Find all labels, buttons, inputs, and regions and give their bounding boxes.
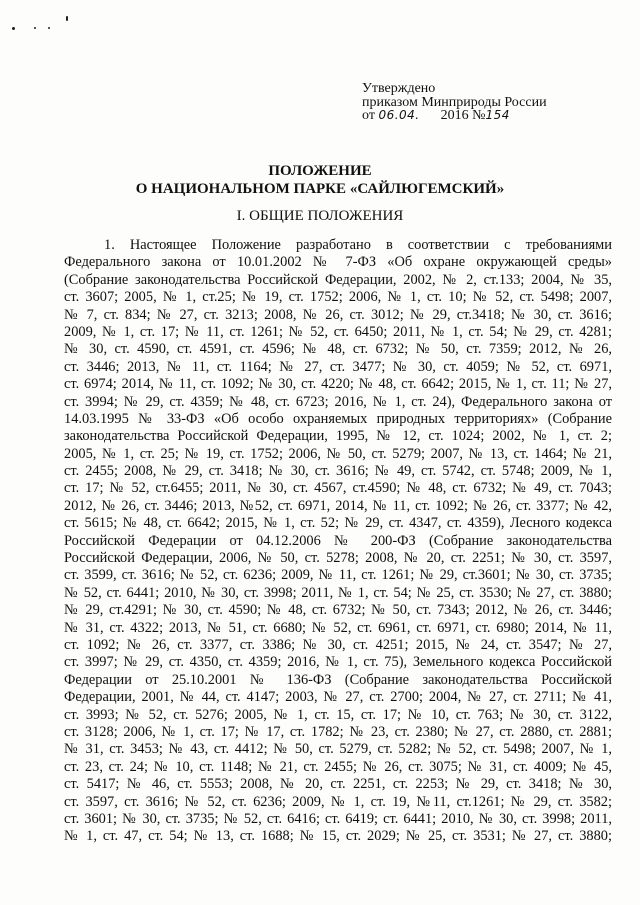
body-text-line: ст. 3597, ст. 3616; № 52, ст. 6236; 2009, № 1, ст. 19, №11, ст.1261; № 29, ст. 3582; [64,793,612,810]
body-text-line: ст. 3601; № 30, ст. 3735; № 52, ст. 6416; ст. 6419; ст. 6441; 2010, № 30, ст. 3998; 2011, [64,810,612,827]
approval-year: 2016 [440,108,469,123]
body-text-line: Российской Федерации, 2006, № 50, ст. 5278; 2008, № 20, ст. 2251; № 30, ст. 3597, [64,550,612,567]
body-text-line: ст. 3446; 2013, № 11, ст. 1164; № 27, ст. 3477; № 30, ст. 4059; № 52, ст. 6971, [64,358,612,375]
body-text-line: № 29, ст.4291; № 30, ст. 4590; № 48, ст. 6732; № 50, ст. 7343; 2012, № 26, ст. 3446; [64,602,612,619]
body-text-line: ст. 3993; № 52, ст. 5276; 2005, № 1, ст. 15, ст. 17; № 10, ст. 763; № 30, ст. 3122, [64,706,612,723]
section-heading: I. ОБЩИЕ ПОЛОЖЕНИЯ [236,208,404,224]
body-text-line: ст. 1092; № 26, ст. 3377, ст. 3386; № 30, ст. 4251; 2015, № 24, ст. 3547; № 27, [64,636,612,653]
body-text-line: ст. 3997; № 29, ст. 4350, ст. 4359; 2016, № 1, ст. 75), Земельного кодекса Российской [64,654,612,671]
approval-number-sign: № [472,108,486,123]
approval-stamp [362,82,602,123]
body-text-line: ст. 3607; 2005, № 1, ст.25; № 19, ст. 1752; 2006, № 1, ст. 10; № 52, ст. 5498; 2007, [64,289,612,306]
body-text-line: ст. 3994; № 29, ст. 4359; № 48, ст. 6723; 2016, № 1, ст. 24), Федерального закона от [64,393,612,410]
body-text-line: № 31, ст. 4322; 2013, № 51, ст. 6680; № 52, ст. 6961, ст. 6971, ст. 6980; 2014, № 11, [64,619,612,636]
body-paragraph [64,237,612,846]
body-text-line: Российской Федерации от 04.12.2006 № 200-ФЗ (Собрание законодательства [64,532,612,549]
body-text-line: № 30, ст. 4590, ст. 4591, ст. 4596; № 48, ст. 6732; № 50, ст. 7359; 2012, № 26, [64,341,612,358]
scan-speck [34,27,36,29]
body-text-line: законодательства Российской Федерации, 1995, № 12, ст. 1024; 2002, № 1, ст. 2; [64,428,612,445]
approval-line-date [362,109,602,123]
document-title: ПОЛОЖЕНИЕ [268,163,372,179]
approval-line-order: приказом Минприроды России [362,94,547,110]
body-text-line: ст. 5615; № 48, ст. 6642; 2015, № 1, ст. 52; № 29, ст. 4347, ст. 4359), Лесного кодекса [64,515,612,532]
body-text-line: 14.03.1995 № 33-ФЗ «Об особо охраняемых природных территориях» (Собрание [64,410,612,427]
approval-handwritten-number: 154 [485,108,510,122]
body-text-line: ст. 5417; № 46, ст. 5553; 2008, № 20, ст. 2251, ст. 2253; № 29, ст. 3418; № 30, [64,776,612,793]
body-text-line: ст. 2455; 2008, № 29, ст. 3418; № 30, ст. 3616; № 49, ст. 5742, ст. 5748; 2009, № 1, [64,463,612,480]
body-text-line: № 7, ст. 834; № 27, ст. 3213; 2008, № 26, ст. 3012; № 29, ст.3418; № 30, ст. 3616; [64,306,612,323]
body-text-line: 2012, № 26, ст. 3446; 2013, №52, ст. 6971, 2014, № 11, ст. 1092; № 26, ст. 3377; № 42, [64,497,612,514]
approval-line-approved: Утверждено [362,81,436,96]
scan-speck [12,27,15,30]
document-subtitle: О НАЦИОНАЛЬНОМ ПАРКЕ «САЙЛЮГЕМСКИЙ» [135,181,505,197]
body-text-line: ст. 17; № 52, ст.6455; 2011, № 30, ст. 4567, ст.4590; № 48, ст. 6732; № 49, ст. 7043; [64,480,612,497]
body-text-line: 2005, № 1, ст. 25; № 19, ст. 1752; 2006, № 50, ст. 5279; 2007, № 13, ст. 1464; № 21, [64,445,612,462]
approval-handwritten-date: 06.04. [378,108,420,122]
body-text-line: ст. 3128; 2006, № 1, ст. 17; № 17, ст. 1782; № 23, ст. 2380; № 27, ст. 2880, ст. 2881; [64,723,612,740]
body-text-line: № 1, ст. 47, ст. 54; № 13, ст. 1688; № 15, ст. 2029; № 25, ст. 3531; № 27, ст. 3880; [64,828,612,845]
body-text-line: 1. Настоящее Положение разработано в соответствии с требованиями [104,237,612,253]
body-text-line: № 52, ст. 6441; 2010, № 30, ст. 3998; 2011, № 1, ст. 54; № 25, ст. 3530; № 27, ст. 3880; [64,584,612,601]
scan-speck [66,16,68,21]
body-text-line: Федерации, 2001, № 44, ст. 4147; 2003, № 27, ст. 2700; 2004, № 27, ст. 2711; № 41, [64,689,612,706]
body-text-line: 2009, № 1, ст. 17; № 11, ст. 1261; № 52, ст. 6450; 2011, № 1, ст. 54; № 29, ст. 4281; [64,323,612,340]
approval-date-prefix: от [362,108,375,123]
body-text-line: № 31, ст. 3453; № 43, ст. 4412; № 50, ст. 5279, ст. 5282; № 52, ст. 5498; 2007, № 1, [64,741,612,758]
scan-speck [48,27,50,29]
body-text-line: ст. 23, ст. 24; № 10, ст. 1148; № 21, ст. 2455; № 26, ст. 3075; № 31, ст. 4009; № 45, [64,758,612,775]
body-text-line: Федерации от 25.10.2001 № 136-ФЗ (Собрание законодательства Российской [64,671,612,688]
body-text-line: ст. 6974; 2014, № 11, ст. 1092; № 30, ст. 4220; № 48, ст. 6642; 2015, № 1, ст. 11; № 27, [64,376,612,393]
body-text-line: (Собрание законодательства Российской Федерации, 2002, № 2, ст.133; 2004, № 35, [64,271,612,288]
body-text-line: Федерального закона от 10.01.2002 № 7-ФЗ «Об охране окружающей среды» [64,254,612,271]
body-text-line: ст. 3599, ст. 3616; № 52, ст. 6236; 2009, № 11, ст. 1261; № 29, ст.3601; № 30, ст. 3735; [64,567,612,584]
